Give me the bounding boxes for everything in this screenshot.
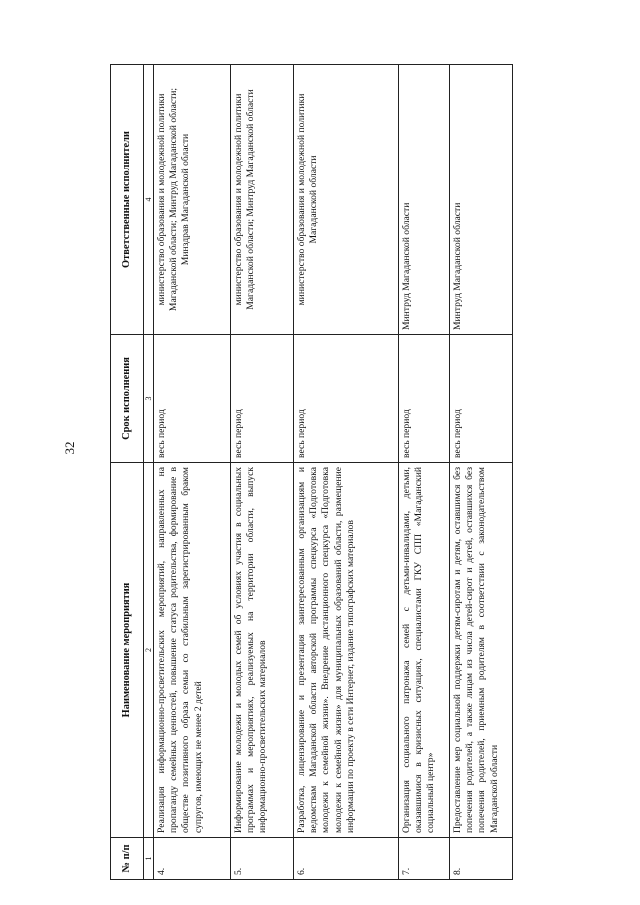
row-number: 6. <box>294 838 399 880</box>
event-name: Организация социального патронажа семей с детьми-инвалидами, детьми, оказавшимися в кризисных ситуациях, специалистами ГКУ СПП «Магаданский социальный центр» <box>399 463 450 838</box>
header-name: Наименование мероприятия <box>111 463 144 838</box>
header-number: № п/п <box>111 838 144 880</box>
row-number: 5. <box>231 838 294 880</box>
event-name: Информирование молодежи и молодых семей об условиях участия в социальных программах и мероприятиях, реализуемых на территории области, выпуск информационно-просветительских материалов <box>231 463 294 838</box>
table-row <box>294 65 399 880</box>
row-number: 7. <box>399 838 450 880</box>
event-term: весь период <box>399 335 450 463</box>
event-term: весь период <box>294 335 399 463</box>
event-responsible: Минтруд Магаданской области <box>399 65 450 335</box>
row-number: 8. <box>450 838 513 880</box>
event-responsible: министерство образования и молодежной политики Магаданской области; Минтруд Магаданской области <box>231 65 294 335</box>
header-term: Срок исполнения <box>111 335 144 463</box>
table-header-row <box>111 65 144 880</box>
column-number: 3 <box>144 335 154 463</box>
table-row <box>154 65 231 880</box>
table-row <box>450 65 513 880</box>
events-table <box>110 64 513 880</box>
column-number: 4 <box>144 65 154 335</box>
event-name: Предоставление мер социальной поддержки детям-сиротам и детям, оставшимся без попечения родителей, а также лицам из числа детей-сирот и детей, оставшихся без попечения родителей, приемным родителям в соответствии с законодательством Магаданской области <box>450 463 513 838</box>
page-content <box>110 65 520 880</box>
event-term: весь период <box>154 335 231 463</box>
event-term: весь период <box>450 335 513 463</box>
column-number: 2 <box>144 463 154 838</box>
column-number: 1 <box>144 838 154 880</box>
event-name: Реализация информационно-просветительских мероприятий, направленных на пропаганду семейных ценностей, повышение статуса родительства, формирование в обществе позитивного образа семьи со стабильным зарегистрированным браком супругов, имеющих не менее 2 детей <box>154 463 231 838</box>
page-number: 32 <box>62 441 77 455</box>
row-number: 4. <box>154 838 231 880</box>
column-numbers-row <box>144 65 154 880</box>
table-row <box>231 65 294 880</box>
event-responsible: министерство образования и молодежной политики Магаданской области; Минтруд Магаданской области; Минздрав Магаданской области <box>154 65 231 335</box>
event-name: Разработка, лицензирование и презентация заинтересованным организациям и ведомствам Магаданской области авторской программы спецкурса «Подготовка молодежи к семейной жизни». Внедрение дистанционного спецкурса «Подготовка молодежи к семейной жизни» для муниципальных образований области, размещение информации по проекту в сети Интернет, издание типографских материалов <box>294 463 399 838</box>
table-row <box>399 65 450 880</box>
event-term: весь период <box>231 335 294 463</box>
event-responsible: Минтруд Магаданской области <box>450 65 513 335</box>
event-responsible: министерство образования и молодежной политики Магаданской области <box>294 65 399 335</box>
header-responsible: Ответственные исполнители <box>111 65 144 335</box>
